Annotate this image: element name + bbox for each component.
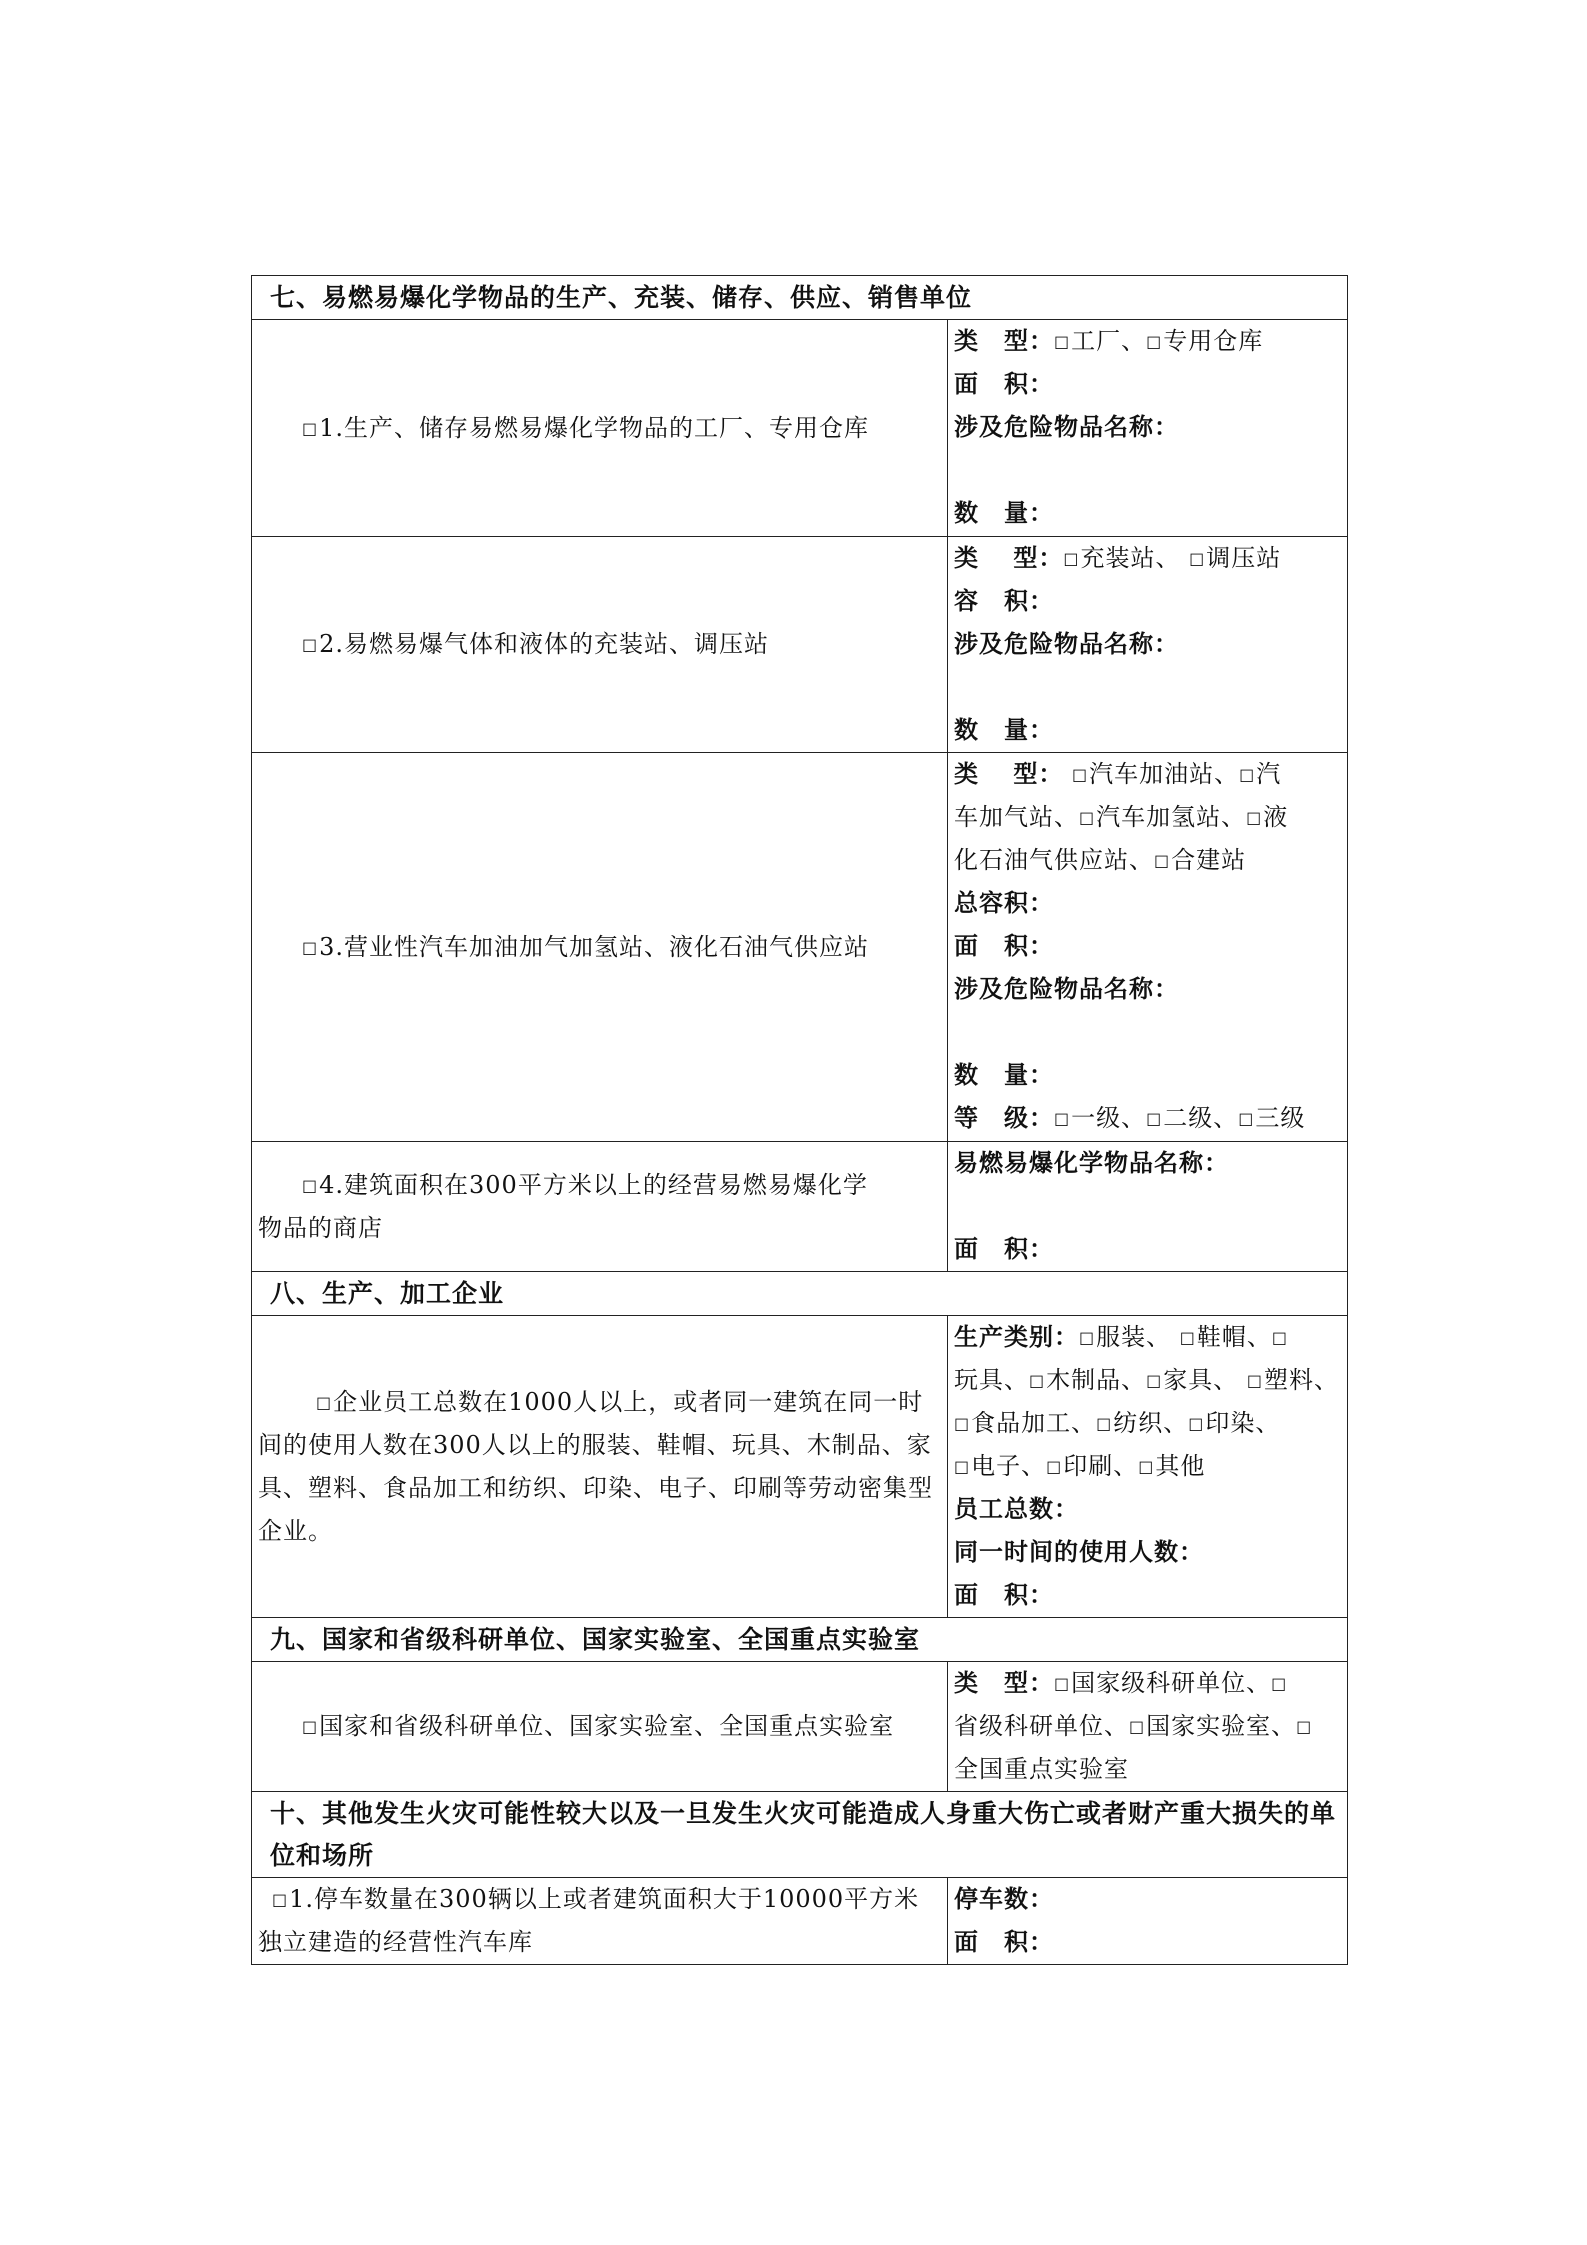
checkbox-icon[interactable]: □	[1179, 1328, 1196, 1347]
hazard-name-label: 涉及危险物品名称：	[954, 975, 1179, 1003]
s7-item2-cell	[252, 537, 948, 753]
category-option: 塑料、	[1264, 1366, 1340, 1394]
category-option: 服装、	[1096, 1323, 1172, 1351]
type-option: 化石油气供应站、	[954, 846, 1154, 874]
checkbox-icon[interactable]: □	[1239, 765, 1256, 784]
section-8-header: 八、生产、加工企业	[252, 1272, 1348, 1316]
checkbox-icon[interactable]: □	[1096, 1414, 1113, 1433]
checkbox-icon[interactable]: □	[1246, 808, 1263, 827]
category-option: 食品加工、	[971, 1409, 1097, 1437]
table-row	[252, 1878, 1348, 1965]
checkbox-icon[interactable]: □	[316, 1392, 333, 1412]
s7-item1-detail	[948, 320, 1348, 537]
hazard-name-label: 涉及危险物品名称：	[954, 413, 1179, 441]
checkbox-icon[interactable]: □	[302, 635, 319, 654]
area-label: 面 积：	[954, 370, 1054, 398]
type-label: 类 型：	[954, 544, 1064, 572]
category-option: 其他	[1155, 1452, 1206, 1480]
checkbox-icon[interactable]: □	[1029, 1371, 1046, 1390]
s7-item4-label-line1: 4.建筑面积在300平方米以上的经营易燃易爆化学	[319, 1170, 868, 1199]
checkbox-icon[interactable]: □	[1054, 1674, 1071, 1693]
table-row	[252, 1316, 1348, 1618]
type-option: 液	[1263, 803, 1289, 831]
type-option: 汽	[1256, 760, 1282, 788]
chem-name-label: 易燃易爆化学物品名称：	[954, 1149, 1229, 1177]
checkbox-icon[interactable]: □	[1054, 332, 1071, 351]
type-label: 类 型：	[954, 1669, 1054, 1697]
checkbox-icon[interactable]: □	[954, 1457, 971, 1476]
checkbox-icon[interactable]: □	[1146, 1109, 1163, 1128]
section-7-header: 七、易燃易爆化学物品的生产、充装、储存、供应、销售单位	[252, 276, 1348, 320]
type-option: 车加气站、	[954, 803, 1079, 831]
category-option: 印染、	[1205, 1409, 1281, 1437]
checkbox-icon[interactable]: □	[302, 1717, 319, 1736]
type-label: 类 型：	[954, 760, 1064, 788]
grade-option: 三级	[1255, 1104, 1306, 1132]
table-row	[252, 1142, 1348, 1272]
checkbox-icon[interactable]: □	[302, 1175, 319, 1195]
checkbox-icon[interactable]: □	[272, 1890, 289, 1909]
type-option: 充装站、	[1080, 544, 1181, 572]
type-option: 工厂、	[1071, 327, 1147, 355]
type-option: 专用仓库	[1163, 327, 1264, 355]
checkbox-icon[interactable]: □	[1154, 851, 1171, 870]
category-option: 鞋帽、	[1196, 1323, 1272, 1351]
total-volume-label: 总容积：	[954, 889, 1054, 917]
checkbox-icon[interactable]: □	[302, 937, 319, 957]
area-label: 面 积：	[954, 1581, 1054, 1609]
staff-total-label: 员工总数：	[954, 1495, 1079, 1523]
s7-item4-detail	[948, 1142, 1348, 1272]
hazard-name-label: 涉及危险物品名称：	[954, 630, 1179, 658]
s9-item-cell	[252, 1662, 948, 1792]
type-label: 类 型：	[954, 327, 1054, 355]
s10-item1-label: 1.停车数量在300辆以上或者建筑面积大于10000平方米独立建造的经营性汽车库	[258, 1885, 920, 1956]
quantity-label: 数 量：	[954, 499, 1054, 527]
type-option: 调压站	[1206, 544, 1282, 572]
type-option: 国家实验室、	[1146, 1712, 1297, 1740]
s7-item4-label-line2: 物品的商店	[258, 1213, 383, 1242]
s7-item2-label: 2.易燃易爆气体和液体的充装站、调压站	[319, 630, 770, 658]
checkbox-icon[interactable]: □	[1271, 1328, 1289, 1347]
quantity-label: 数 量：	[954, 716, 1054, 744]
volume-label: 容 积：	[954, 587, 1054, 615]
category-option: 木制品、	[1046, 1366, 1147, 1394]
s7-item4-cell	[252, 1142, 948, 1272]
checkbox-icon[interactable]: □	[1246, 1371, 1264, 1390]
category-label: 生产类别：	[954, 1323, 1079, 1351]
section-9-header: 九、国家和省级科研单位、国家实验室、全国重点实验室	[252, 1618, 1348, 1662]
checkbox-icon[interactable]: □	[1046, 1457, 1063, 1476]
s7-item1-cell	[252, 320, 948, 537]
checkbox-icon[interactable]: □	[1189, 549, 1206, 568]
fire-safety-unit-table	[251, 275, 1348, 1965]
s10-item1-detail	[948, 1878, 1348, 1965]
checkbox-icon[interactable]: □	[1296, 1717, 1313, 1736]
table-row	[252, 320, 1348, 537]
checkbox-icon[interactable]: □	[1079, 1328, 1096, 1347]
s9-item-label: 国家和省级科研单位、国家实验室、全国重点实验室	[319, 1712, 895, 1740]
s7-item1-label: 1.生产、储存易燃易爆化学物品的工厂、专用仓库	[319, 413, 870, 442]
table-row	[252, 753, 1348, 1142]
category-option: 家具、	[1163, 1366, 1239, 1394]
checkbox-icon[interactable]: □	[1188, 1414, 1205, 1433]
checkbox-icon[interactable]: □	[954, 1414, 971, 1433]
grade-label: 等 级：	[954, 1104, 1054, 1132]
type-option: 汽车加氢站、	[1096, 803, 1247, 831]
checkbox-icon[interactable]: □	[1146, 332, 1163, 351]
grade-option: 二级、	[1163, 1104, 1239, 1132]
s8-item-label: 企业员工总数在1000人以上，或者同一建筑在同一时间的使用人数在300人以上的服装、鞋帽、玩具、木制品、家具、塑料、食品加工和纺织、印染、电子、印刷等劳动密集型企业。	[258, 1387, 933, 1545]
table-row	[252, 1662, 1348, 1792]
s7-item3-detail	[948, 753, 1348, 1142]
section-10-header: 十、其他发生火灾可能性较大以及一旦发生火灾可能造成人身重大伤亡或者财产重大损失的单位和场所	[252, 1792, 1348, 1878]
checkbox-icon[interactable]: □	[1271, 1674, 1288, 1693]
type-option: 汽车加油站、	[1089, 760, 1240, 788]
s7-item3-label: 3.营业性汽车加油加气加氢站、液化石油气供应站	[319, 932, 870, 961]
table-row	[252, 537, 1348, 753]
s7-item3-cell	[252, 753, 948, 1142]
s9-item-detail	[948, 1662, 1348, 1792]
simultaneous-users-label: 同一时间的使用人数：	[954, 1538, 1204, 1566]
quantity-label: 数 量：	[954, 1061, 1054, 1089]
checkbox-icon[interactable]: □	[1146, 1371, 1163, 1390]
type-option: 国家级科研单位、	[1071, 1669, 1272, 1697]
checkbox-icon[interactable]: □	[1138, 1457, 1155, 1476]
checkbox-icon[interactable]: □	[1072, 765, 1089, 784]
checkbox-icon[interactable]: □	[1129, 1717, 1146, 1736]
checkbox-icon[interactable]: □	[1063, 549, 1080, 568]
area-label: 面 积：	[954, 1928, 1054, 1956]
s8-item-cell	[252, 1316, 948, 1618]
checkbox-icon[interactable]: □	[1238, 1109, 1255, 1128]
checkbox-icon[interactable]: □	[1079, 808, 1096, 827]
grade-option: 一级、	[1071, 1104, 1147, 1132]
type-option: 省级科研单位、	[954, 1712, 1129, 1740]
category-option: 玩具、	[954, 1366, 1029, 1394]
category-option: 电子、	[971, 1452, 1047, 1480]
s7-item2-detail	[948, 537, 1348, 753]
area-label: 面 积：	[954, 1235, 1054, 1263]
type-option: 全国重点实验室	[954, 1755, 1129, 1783]
s10-item1-cell	[252, 1878, 948, 1965]
area-label: 面 积：	[954, 932, 1054, 960]
checkbox-icon[interactable]: □	[302, 418, 319, 438]
category-option: 纺织、	[1113, 1409, 1189, 1437]
parking-count-label: 停车数：	[954, 1885, 1054, 1913]
category-option: 印刷、	[1063, 1452, 1139, 1480]
s8-item-detail	[948, 1316, 1348, 1618]
type-option: 合建站	[1171, 846, 1247, 874]
checkbox-icon[interactable]: □	[1054, 1109, 1071, 1128]
